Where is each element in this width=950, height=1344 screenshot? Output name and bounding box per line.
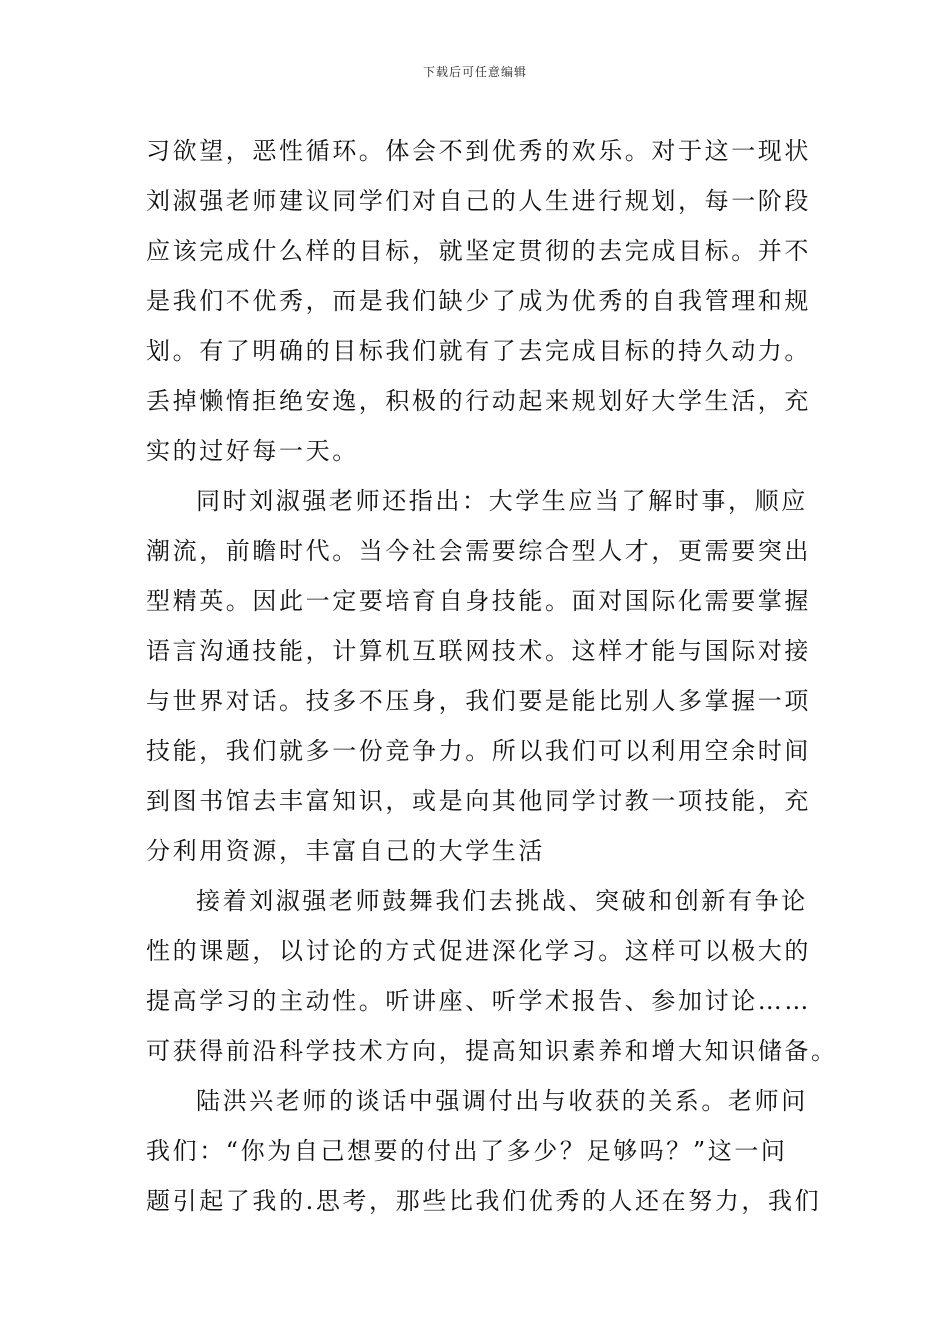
- paragraph: [146, 876, 838, 1076]
- text-line: 应该完成什么样的目标，就坚定贯彻的去完成目标。并不: [146, 237, 811, 265]
- document-body: [146, 126, 838, 1226]
- page-header: 下载后可任意编辑: [422, 65, 527, 79]
- text-line: 是我们不优秀，而是我们缺少了成为优秀的自我管理和规: [146, 287, 811, 315]
- text-line: 分利用资源，丰富自己的大学生活: [146, 837, 545, 865]
- paragraph: [146, 476, 810, 876]
- paragraph: [146, 126, 810, 476]
- text-line: 划。有了明确的目标我们就有了去完成目标的持久动力。: [146, 337, 811, 365]
- text-line: 技能，我们就多一份竞争力。所以我们可以利用空余时间: [146, 737, 811, 765]
- text-line: 丢掉懒惰拒绝安逸，积极的行动起来规划好大学生活，充: [146, 387, 811, 415]
- text-line: 提高学习的主动性。听讲座、听学术报告、参加讨论……: [146, 987, 811, 1015]
- text-line: 实的过好每一天。: [146, 437, 359, 465]
- text-line: 题引起了我的.思考，那些比我们优秀的人还在努力，我们: [146, 1187, 822, 1215]
- paragraph: [146, 1076, 822, 1226]
- text-line: 习欲望，恶性循环。体会不到优秀的欢乐。对于这一现状: [146, 137, 811, 165]
- text-line: 与世界对话。技多不压身，我们要是能比别人多掌握一项: [146, 687, 811, 715]
- text-line: 型精英。因此一定要培育自身技能。面对国际化需要掌握: [146, 587, 811, 615]
- text-line: 潮流，前瞻时代。当今社会需要综合型人才，更需要突出: [146, 537, 811, 565]
- text-line: 接着刘淑强老师鼓舞我们去挑战、突破和创新有争论: [196, 887, 808, 915]
- text-line: 刘淑强老师建议同学们对自己的人生进行规划，每一阶段: [146, 187, 811, 215]
- text-line: 同时刘淑强老师还指出：大学生应当了解时事，顺应: [196, 487, 808, 515]
- text-line: 语言沟通技能，计算机互联网技术。这样才能与国际对接: [146, 637, 811, 665]
- text-line: 我们：“你为自己想要的付出了多少？足够吗？”这一问: [146, 1137, 788, 1165]
- text-line: 可获得前沿科学技术方向，提高知识素养和增大知识储备。: [146, 1037, 838, 1065]
- text-line: 性的课题，以讨论的方式促进深化学习。这样可以极大的: [146, 937, 811, 965]
- text-line: 到图书馆去丰富知识，或是向其他同学讨教一项技能，充: [146, 787, 811, 815]
- text-line: 陆洪兴老师的谈话中强调付出与收获的关系。老师问: [196, 1087, 808, 1115]
